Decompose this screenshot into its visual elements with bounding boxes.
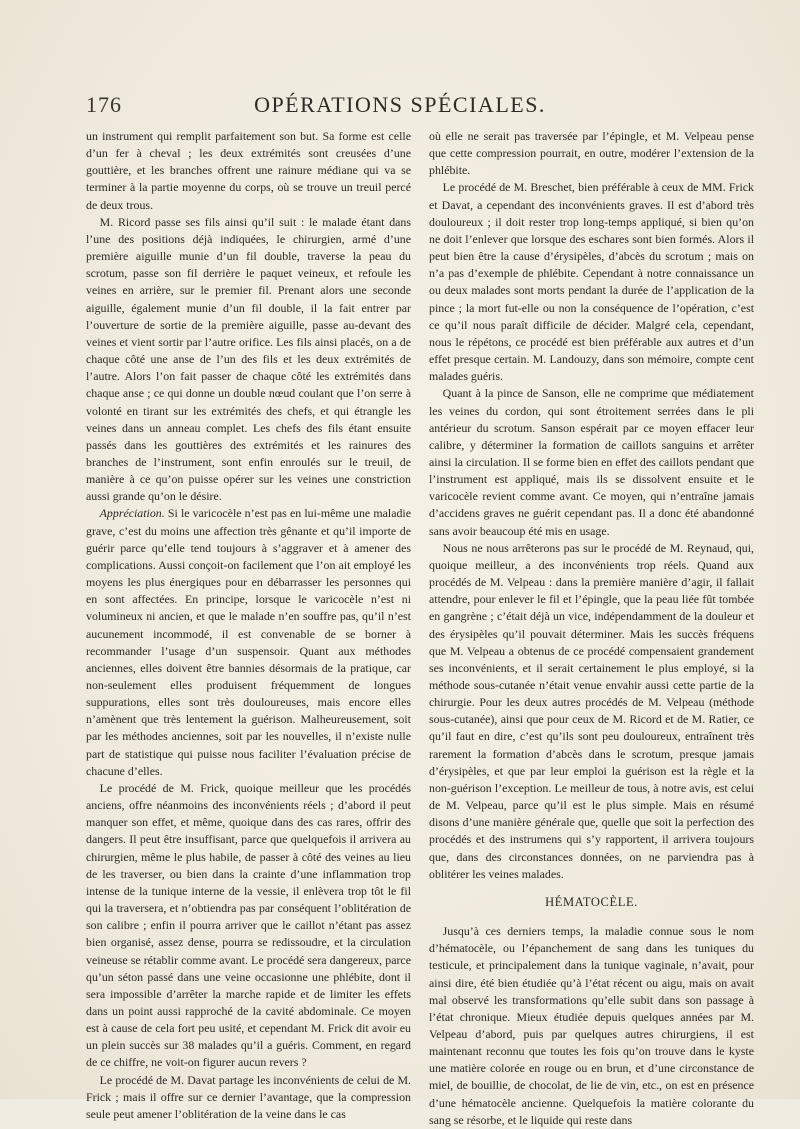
left-column <box>86 128 411 1123</box>
paragraph: un instrument qui remplit parfaitement son but. Sa forme est celle d’un fer à cheval ; les deux extrémités sont creusées d’une gouttière, et les branches offrent une rainure médiane qui va se terminer à la partie moyenne du corps, où se trouve un treuil percé de deux trous. <box>86 129 411 212</box>
paragraph-label: Appréciation. <box>99 506 165 521</box>
paragraph: Quant à la pince de Sanson, elle ne comprime que médiatement les veines du cordon, qui sont étroitement serrées dans le pli antérieur du scrotum. Sanson espérait par ce moyen effacer leur calibre, y déterminer la formation de caillots sanguins et arrêter ainsi la circulation. Il se forme bien en effet des caillots pendant que l’instrument est appliqué, mais ils se dissolvent ensuite et le varicocèle revient comme avant. Ce moyen, qui n’entraîne jamais d’accidens graves ne guérit cependant pas. Il a donc été abandonné sans avoir beaucoup été mis en usage. <box>429 386 754 538</box>
paragraph-text: Si le varicocèle n’est pas en lui-même une maladie grave, c’est du moins une affection très gênante et qu’il importe de guérir parce qu’elle tend toujours à s’aggraver et à amener des complications. Aussi conçoit-on facilement que l’on ait employé les moyens les plus énergiques pour en débarrasser les personnes qui en sont affectées. En principe, lorsque le varicocèle n’est ni volumineux ni ancien, et que le malade n’en souffre pas, qu’il n’est aucunement incommodé, il est convenable de se borner à recommander l’usage d’un suspensoir. Quant aux méthodes anciennes, elles doivent être bannies désormais de la pratique, car non-seulement elles produisent fréquemment de longues suppurations, elles sont très douloureuses, mais encore elles n’amènent que très lentement la guérison. Malheureusement, soit par les méthodes anciennes, soit par les nouvelles, il n’existe nulle part de statistique qui puisse nous faciliter l’évaluation précise de chacune d’elles. <box>86 506 411 778</box>
paragraph: Nous ne nous arrêterons pas sur le procédé de M. Reynaud, qui, quoique meilleur, a des inconvénients trop réels. Quand aux procédés de M. Velpeau : dans la première manière d’agir, il fallait attendre, pour enlever le fil et l’épingle, que la peau liée fût tombée en gangrène ; c’était déjà un vice, indépendamment de la douleur et des érysipèles qu’il pouvait déterminer. Mais les succès fréquens que M. Velpeau a obtenus de ce procédé compensaient grandement ses inconvénients, et il serait certainement le plus employé, si la méthode sous-cutanée n’était venue envahir aussi cette partie de la chirurgie. Pour les deux autres procédés de M. Velpeau (méthode sous-cutanée), ainsi que pour ceux de M. Ricord et de M. Ratier, ce qu’il faut en dire, c’est qu’ils sont peu douloureux, entraînent très rarement la formation d’abcès dans le scrotum, presque jamais d’érysipèles, et que par leur emploi la guérison est la règle et la non-guérison l’exception. Le meilleur de tous, à notre avis, est celui de M. Velpeau, parce qu’il est le plus simple. Mais en résumé disons d’une manière générale que, quelle que soit la perfection des procédés et des instrumens qui s’y rapportent, il arrivera toujours que, dans des circonstances données, on ne parviendra pas à oblitérer les veines malades. <box>429 540 754 881</box>
paragraph <box>86 505 411 780</box>
page-number: 176 <box>86 92 122 117</box>
page-header <box>86 92 714 122</box>
paragraph: M. Ricord passe ses fils ainsi qu’il suit : le malade étant dans l’une des positions déjà indiquées, le chirurgien, armé d’une première aiguille munie d’un fil double, traverse la peau du scrotum, passe son fil derrière le paquet veineux, et refoule les veines en arrière, sur le premier fil. Prenant alors une seconde aiguille, également munie d’un fil double, il la fait entrer par l’ouverture de sortie de la première aiguille, passe au-devant des veines et vient sortir par l’autre orifice. Les fils ainsi placés, on a de chaque côté une anse de l’un des fils et les deux extrémités de l’autre. Alors l’on fait passer de chaque côté les extrémités dans chaque anse ; ce qui donne un double nœud coulant que l’on serre à volonté en tirant sur les extrémités des chefs, et qui étrangle les veines dans un anneau complet. Les chefs des fils étant ensuite passés dans les gouttières des extrémités et les rainures des branches de l’instrument, sont enfin enroulés sur le treuil, de manière à ce qu’on puisse opérer sur les veines une constriction aussi grande qu’on le désire. <box>86 214 411 504</box>
section-title: HÉMATOCÈLE. <box>545 894 638 909</box>
paragraph: où elle ne serait pas traversée par l’épingle, et M. Velpeau pense que cette compression pourrait, en outre, modérer l’extension de la phlébite. <box>429 129 754 178</box>
paragraph: Jusqu’à ces derniers temps, la maladie connue sous le nom d’hématocèle, ou l’épanchement de sang dans les tuniques du testicule, et principalement dans la tunique vaginale, n’avait, pour ainsi dire, été bien étudiée qu’à l’état récent ou aigu, mais on avait mal observé les transformations qu’elle subit dans son passage à l’état chronique. Mieux étudiée depuis quelques années par M. Velpeau d’abord, puis par quelques autres chirurgiens, il est maintenant reconnu que toutes les fois qu’on trouve dans le kyste une matière colorée en rouge ou en brun, et d’une circonstance de miel, de bouillie, de chocolat, de lie de vin, etc., on est en présence d’une hématocèle ancienne. Quelquefois la matière colorante du sang se résorbe, et le liquide qui reste dans <box>429 924 754 1127</box>
paragraph: Le procédé de M. Breschet, bien préférable à ceux de MM. Frick et Davat, a cependant des inconvénients graves. Il est d’abord très douloureux ; il doit rester trop long-temps appliqué, si bien qu’on ne doit l’enlever que lorsque des eschares sont bien formés. Alors il peut bien être la cause d’érysipèles, d’abcès du scrotum ; mais on n’a pas d’exemple de phlébite. Cependant à notre connaissance un ou deux malades sont morts pendant la durée de l’application de la pince ; la mort fut-elle ou non la conséquence de l’opération, c’est ce qu’il nous paraît difficile de décider. Malgré cela, cependant, nous le répétons, ce procédé est bien préférable aux autres et d’un effet presque certain. M. Landouzy, dans son mémoire, compte cent malades guéris. <box>429 180 754 384</box>
running-title: OPÉRATIONS SPÉCIALES. <box>254 92 546 117</box>
paragraph: Le procédé de M. Davat partage les inconvénients de celui de M. Frick ; mais il offre sur ce dernier l’avantage, que la compression seule peut amener l’oblitération de la veine dans le cas <box>86 1072 411 1121</box>
right-column <box>429 128 754 1129</box>
paragraph: Le procédé de M. Frick, quoique meilleur que les procédés anciens, offre néanmoins des inconvénients réels ; d’abord il peut manquer son effet, et même, quoique dans des cas rares, offrir des dangers. Il peut être insuffisant, parce que quelquefois il arrivera au chirurgien, même le plus habile, de passer à côté des veines au lieu de les traverser, ou bien dans la crainte d’une inflammation trop intense de la tunique interne de la vessie, il enlèvera trop tôt le fil qui la traversera, et n’obtiendra pas par conséquent l’oblitération de son calibre ; enfin il pourra arriver que le caillot n’étant pas assez bien organisé, assez dense, pourra se redissoudre, et la circulation veineuse se rétablir comme avant. Le procédé sera dangereux, parce qu’un séton passé dans une veine occasionne une phlébite, dont il sera impossible d’arrêter la marche rapide et de limiter les effets dans un point aussi rapproché de la cavité abdominale. Ce moyen est à cause de cela fort peu usité, et cependant M. Frick dit avoir eu un plein succès sur 38 malades qu’il a guéris. Comment, en regard de ce chiffre, ne voit-on figurer aucun revers ? <box>86 780 411 1070</box>
